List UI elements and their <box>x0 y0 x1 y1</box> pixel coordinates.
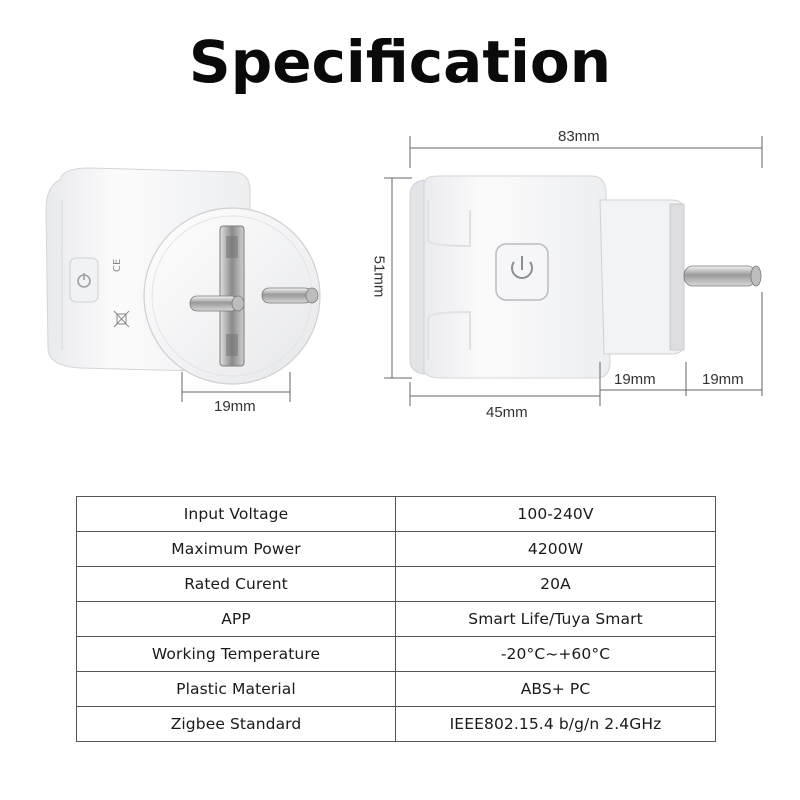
plug-pin-side <box>684 266 756 286</box>
spec-value: 100-240V <box>396 497 716 532</box>
plug-side-view <box>384 136 762 406</box>
spec-label: APP <box>77 602 396 637</box>
spec-value: ABS+ PC <box>396 672 716 707</box>
page-title: Specification <box>188 28 612 96</box>
table-row <box>77 567 716 602</box>
dim-pin-section-b: 19mm <box>702 371 744 388</box>
spec-table <box>76 496 716 742</box>
plug-pin-left <box>190 296 244 311</box>
dim-height: 51mm <box>370 255 388 298</box>
spec-value: -20°C~+60°C <box>396 637 716 672</box>
spec-value: Smart Life/Tuya Smart <box>396 602 716 637</box>
spec-value: IEEE802.15.4 b/g/n 2.4GHz <box>396 707 716 742</box>
table-row <box>77 497 716 532</box>
spec-value: 4200W <box>396 532 716 567</box>
table-row <box>77 672 716 707</box>
dim-body-length: 45mm <box>486 404 528 421</box>
ce-icon: CE <box>112 258 123 272</box>
spec-label: Input Voltage <box>77 497 396 532</box>
spec-label: Working Temperature <box>77 637 396 672</box>
spec-value: 20A <box>396 567 716 602</box>
spec-label: Zigbee Standard <box>77 707 396 742</box>
plug-back-view <box>46 168 320 402</box>
table-row <box>77 532 716 567</box>
dim-pin-spacing: 19mm <box>214 398 256 415</box>
dim-pin-section-a: 19mm <box>614 371 656 388</box>
table-row <box>77 707 716 742</box>
plug-pin-right <box>262 288 318 303</box>
table-row <box>77 602 716 637</box>
spec-label: Maximum Power <box>77 532 396 567</box>
table-row <box>77 637 716 672</box>
spec-label: Plastic Material <box>77 672 396 707</box>
dim-total-length: 83mm <box>558 128 600 145</box>
spec-label: Rated Curent <box>77 567 396 602</box>
front-power-button <box>496 244 548 300</box>
